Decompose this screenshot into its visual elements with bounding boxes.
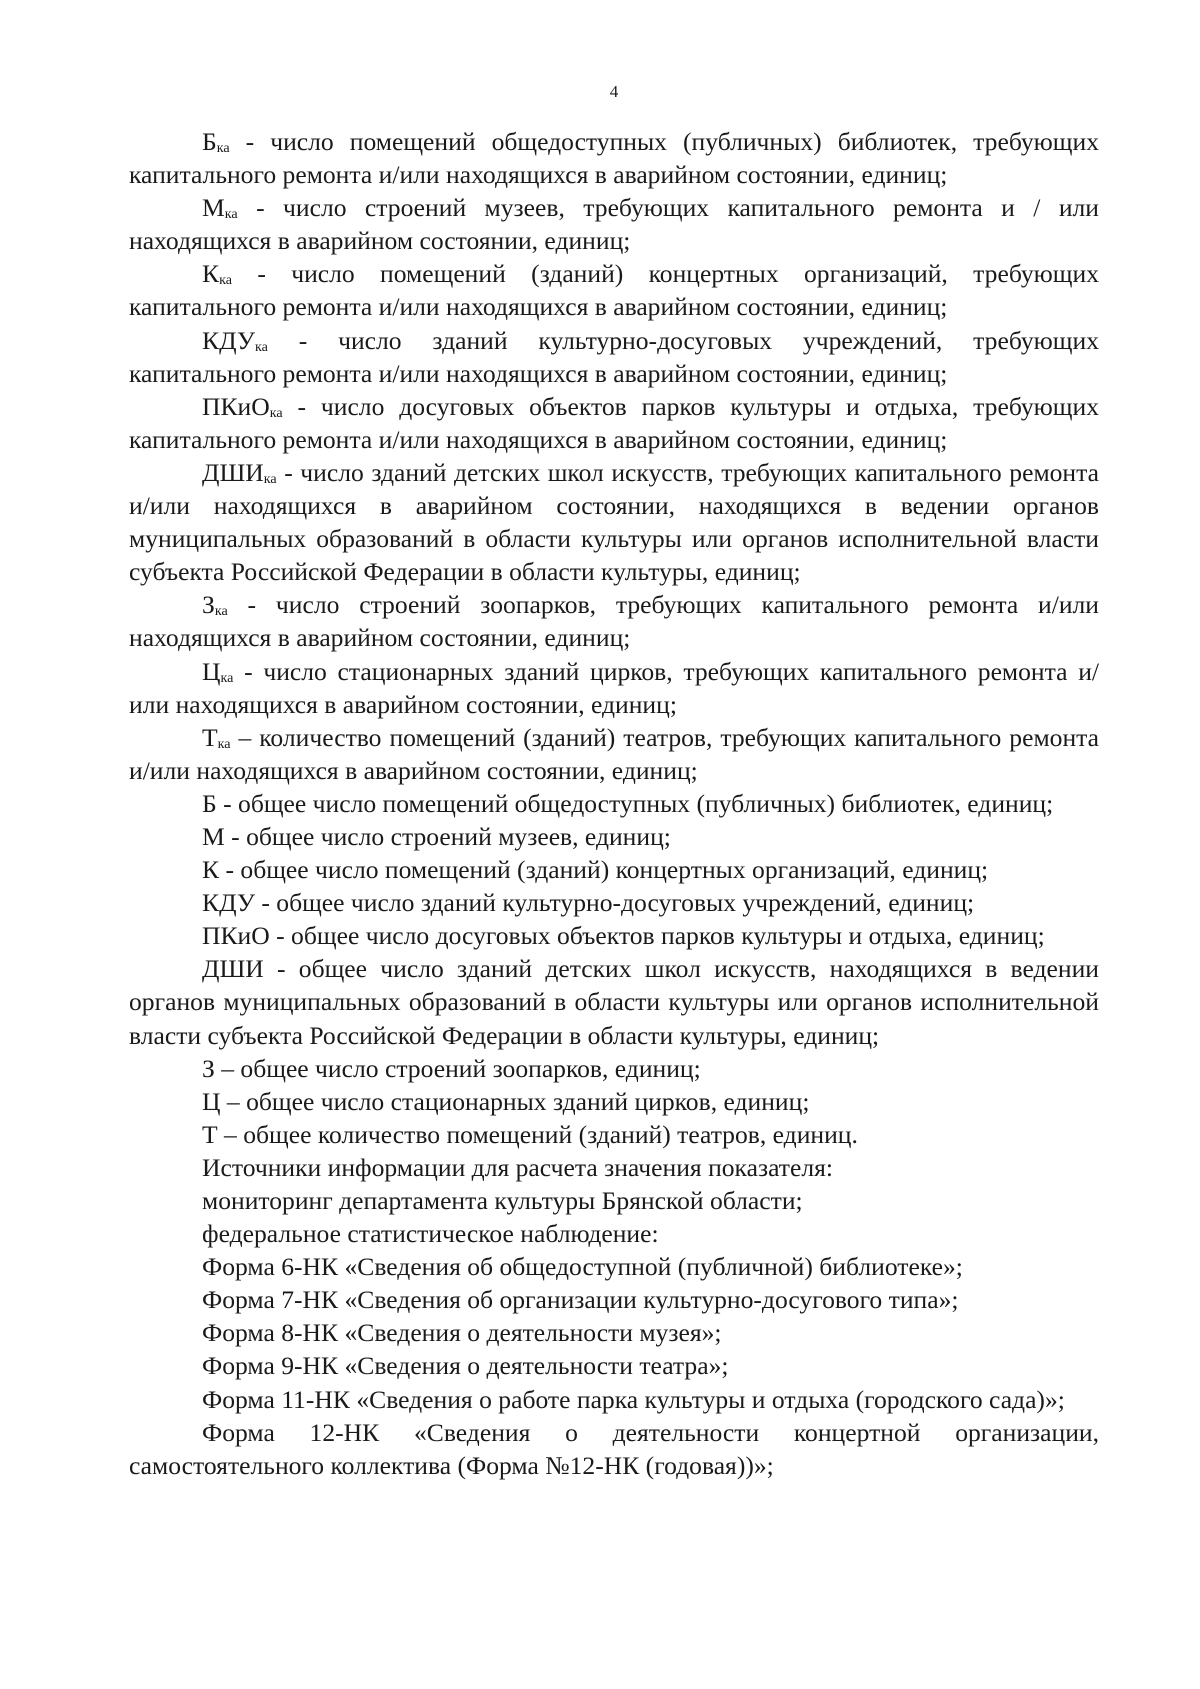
page-number: 4 <box>609 82 619 101</box>
symbol-subscript: ка <box>224 206 238 223</box>
symbol: К <box>202 259 220 289</box>
form-12-nk: Форма 12-НК «Сведения о деятельности концертной организации, самостоятельного коллектива (Форма №12-НК (годовая))»; <box>129 1417 1099 1480</box>
definition-art-schools-capital-repair <box>129 456 1099 588</box>
symbol: ДШИ <box>202 457 264 487</box>
definition-parks-total: ПКиО - общее число досуговых объектов парков культуры и отдыха, единиц; <box>202 921 1045 951</box>
definition-cultural-centers-capital-repair <box>129 324 1099 390</box>
symbol-subscript: ка <box>217 735 231 752</box>
sources-heading: Источники информации для расчета значения показателя: <box>202 1152 833 1182</box>
definition-text: - число строений зоопарков, требующих капитального ремонта и/или находящихся в аварийном состоянии, единиц; <box>129 590 1099 653</box>
symbol-subscript: ка <box>220 669 234 686</box>
symbol: Т <box>202 722 218 752</box>
symbol: Ц <box>202 656 221 686</box>
form-9-nk: Форма 9-НК «Сведения о деятельности театра»; <box>202 1351 729 1381</box>
definition-art-schools-total: ДШИ - общее число зданий детских школ искусств, находящихся в ведении органов муниципальных образований в области культуры или органов исполнительной власти субъекта Российской Федерации в области культуры, единиц; <box>129 954 1099 1050</box>
definition-parks-capital-repair <box>129 390 1099 456</box>
definition-circuses-capital-repair <box>129 655 1099 721</box>
symbol: КДУ <box>202 325 255 355</box>
definition-concert-orgs-total: К - общее число помещений (зданий) концертных организаций, единиц; <box>202 855 989 885</box>
definition-text: - число досуговых объектов парков культуры и отдыха, требующих капитального ремонта и/или находящихся в аварийном состоянии, единиц; <box>129 391 1099 454</box>
definition-text: - число стационарных зданий цирков, требующих капитального ремонта и/или находящихся в аварийном состоянии, единиц; <box>129 656 1099 719</box>
form-7-nk: Форма 7-НК «Сведения об организации культурно-досугового типа»; <box>202 1285 959 1315</box>
form-11-nk: Форма 11-НК «Сведения о работе парка культуры и отдыха (городского сада)»; <box>202 1384 1065 1414</box>
definition-theatres-total: Т – общее количество помещений (зданий) театров, единиц. <box>202 1119 858 1149</box>
definition-text: - число помещений (зданий) концертных организаций, требующих капитального ремонта и/или находящихся в аварийном состоянии, единиц; <box>129 259 1099 322</box>
definition-circuses-total: Ц – общее число стационарных зданий цирков, единиц; <box>202 1086 810 1116</box>
definition-museums-total: М - общее число строений музеев, единиц; <box>202 821 671 851</box>
form-6-nk: Форма 6-НК «Сведения об общедоступной (публичной) библиотеке»; <box>202 1252 963 1282</box>
symbol-subscript: ка <box>269 404 283 421</box>
definition-theatres-capital-repair <box>129 721 1099 787</box>
document-body <box>129 125 1099 1482</box>
definition-museums-capital-repair <box>129 191 1099 257</box>
symbol: ПКиО <box>202 391 270 421</box>
symbol-subscript: ка <box>263 471 277 488</box>
symbol-subscript: ка <box>254 338 268 355</box>
definition-cultural-centers-total: КДУ - общее число зданий культурно-досуговых учреждений, единиц; <box>202 888 975 918</box>
definition-text: - число помещений общедоступных (публичных) библиотек, требующих капитального ремонта и/или находящихся в аварийном состоянии, единиц; <box>129 127 1099 190</box>
definition-zoos-total: З – общее число строений зоопарков, единиц; <box>202 1053 701 1083</box>
symbol: З <box>202 590 215 620</box>
source-monitoring: мониторинг департамента культуры Брянской области; <box>202 1186 803 1215</box>
definition-libraries-capital-repair <box>129 125 1099 191</box>
form-8-nk: Форма 8-НК «Сведения о деятельности музея»; <box>202 1318 722 1348</box>
source-federal-statistics: федеральное статистическое наблюдение: <box>202 1219 659 1249</box>
symbol: М <box>202 193 225 223</box>
symbol: Б <box>202 127 217 156</box>
definition-text: - число зданий детских школ искусств, требующих капитального ремонта и/или находящихся в аварийном состоянии, находящихся в ведении органов муниципальных образований в области культуры или органов исполнительной власти субъекта Российской Федерации в области культуры, единиц; <box>129 457 1099 587</box>
definition-text: – количество помещений (зданий) театров, требующих капитального ремонта и/или находящихся в аварийном состоянии, единиц; <box>129 722 1099 785</box>
symbol-subscript: ка <box>214 603 228 620</box>
definition-zoos-capital-repair <box>129 588 1099 654</box>
symbol-subscript: ка <box>219 272 232 289</box>
definition-text: - число строений музеев, требующих капитального ремонта и / или находящихся в аварийном состоянии, единиц; <box>129 193 1099 256</box>
definition-concert-orgs-capital-repair <box>129 257 1099 323</box>
symbol-subscript: ка <box>216 140 230 157</box>
definition-text: - число зданий культурно-досуговых учреждений, требующих капитального ремонта и/или находящихся в аварийном состоянии, единиц; <box>129 325 1099 388</box>
definition-libraries-total: Б - общее число помещений общедоступных (публичных) библиотек, единиц; <box>202 788 1054 818</box>
